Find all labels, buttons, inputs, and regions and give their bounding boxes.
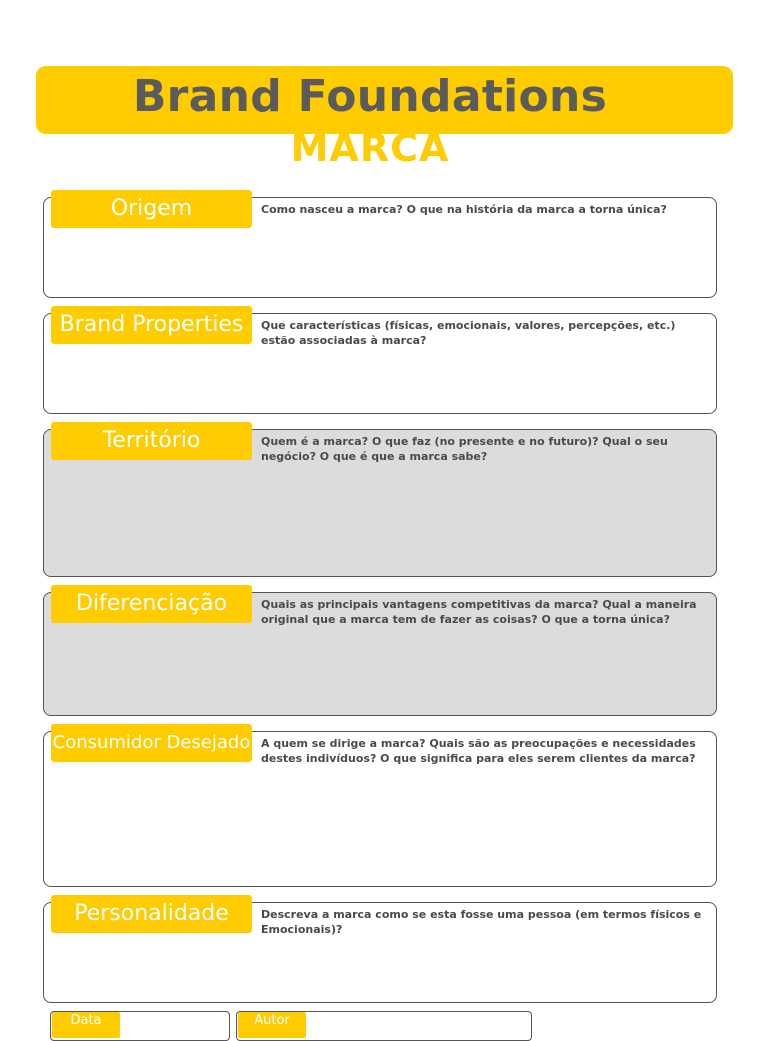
diferenciacao-question: Quais as principais vantagens competitivas da marca? Qual a maneira original que a marca tem de fazer as coisas? O que a torna única? [261,598,697,626]
author-label: Autor [238,1012,306,1038]
date-label: Data [52,1012,120,1038]
personalidade-question: Descreva a marca como se esta fosse uma pessoa (em termos físicos e Emocionais)? [261,908,702,936]
origem-label: Origem [51,190,252,228]
consumidor-desejado-label: Consumidor Desejado [51,724,252,762]
page-title: Brand Foundations [132,71,608,122]
brand-properties-label: Brand Properties [51,306,252,344]
page-subtitle: MARCA [290,126,450,170]
territorio-question: Quem é a marca? O que faz (no presente e no futuro)? Qual o seu negócio? O que é que a marca sabe? [261,435,668,463]
territorio-label: Território [51,422,252,460]
consumidor-desejado-question: A quem se dirige a marca? Quais são as preocupações e necessidades destes indivíduos? O que significa para eles serem clientes da marca? [261,737,696,765]
personalidade-label: Personalidade [51,895,252,933]
origem-question: Como nasceu a marca? O que na história da marca a torna única? [261,203,667,216]
brand-properties-question: Que características (físicas, emocionais, valores, percepções, etc.) estão associadas à marca? [261,319,676,347]
diferenciacao-label: Diferenciação [51,585,252,623]
